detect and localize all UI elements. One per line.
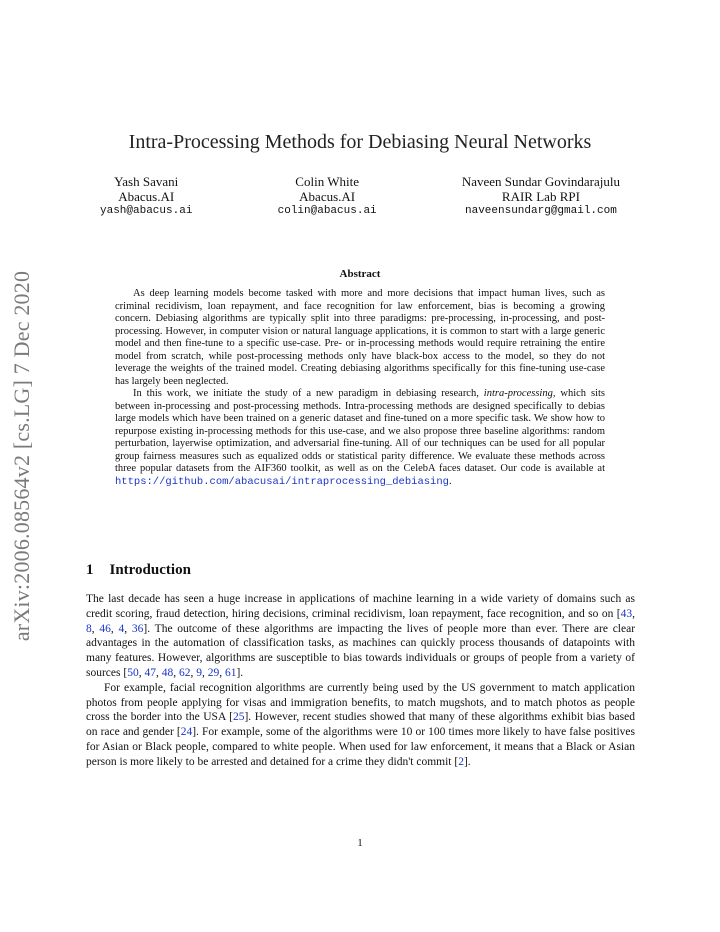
introduction-body — [86, 592, 635, 770]
author-email: colin@abacus.ai — [277, 205, 377, 217]
author-name: Naveen Sundar Govindarajulu — [461, 174, 620, 189]
body-paragraph: The last decade has seen a huge increase in applications of machine learning in a wide variety of domains such as credit scoring, fraud detection, hiring decisions, criminal recidivism, loan repayment, face recognition, and so on [43, 8, 46, 4, 36]. The outcome of these algorithms are impacting the lives of people more than ever. There are clear advantages in the automation of classification tasks, as machines can quickly process thousands of datapoints with many features. However, algorithms are susceptible to bias towards individuals or groups of people from a variety of sources [50, 47, 48, 62, 9, 29, 61]. — [86, 593, 636, 679]
author-affiliation: Abacus.AI — [299, 189, 356, 204]
page-number: 1 — [357, 837, 363, 849]
citation-link[interactable]: 47 — [144, 666, 156, 679]
author-email: naveensundarg@gmail.com — [465, 205, 617, 217]
citation-link[interactable]: 50 — [127, 666, 139, 679]
author-affiliation: Abacus.AI — [118, 189, 175, 204]
citation-link[interactable]: 62 — [178, 666, 191, 679]
abstract-heading: Abstract — [339, 268, 381, 280]
author-block — [100, 174, 192, 219]
author-list — [100, 174, 620, 219]
citation-link[interactable]: 24 — [180, 726, 193, 739]
citation-link[interactable]: 46 — [99, 622, 111, 635]
citation-link[interactable]: 2 — [458, 755, 464, 768]
abstract-text: In this work, we initiate the study of a new paradigm in debiasing research, — [133, 388, 484, 399]
abstract-emphasis: intra-processing — [483, 388, 553, 399]
author-affiliation: RAIR Lab RPI — [501, 189, 580, 204]
author-name: Yash Savani — [114, 174, 179, 189]
author-email: yash@abacus.ai — [100, 205, 193, 217]
arxiv-identifier-text: arXiv:2006.08564v2 [cs.LG] 7 Dec 2020 — [9, 270, 35, 642]
citation-link[interactable]: 48 — [161, 666, 174, 679]
citation-link[interactable]: 25 — [232, 711, 245, 724]
section-heading — [86, 562, 191, 579]
abstract-paragraph: In this work, we initiate the study of a new paradigm in debiasing research, intra-processing, which sits between in-processing and post-processing methods. Intra-processing methods are designed specifically to debias large models which have been trained on a generic dataset and fine-tuned on a more specific task. We show how to repurpose existing in-processing methods for this use-case, and we also propose three baseline algorithms: random perturbation, layerwise optimization, and adversarial fine-tuning. All of our techniques can be used for all popular group fairness measures such as equalized odds or statistical parity difference. We evaluate these methods across three popular datasets from the AIF360 toolkit, as well as on the CelebA faces dataset. Our code is available at https://github.com/abacusai/intraprocessing_debiasing. — [115, 388, 605, 488]
author-block — [462, 174, 620, 219]
body-paragraph: For example, facial recognition algorithms are currently being used by the US government to match application photos from people applying for visas and immigration benefits, to match mugshots, and to match photos as people cross the border into the USA [25]. However, recent studies showed that many of these algorithms exhibit bias based on race and gender [24]. For example, some of the algorithms were 10 or 100 times more likely to have false positives for Asian or Black people, compared to white people. When used for law enforcement, it means that a Black or Asian person is more likely to be arrested and detained for a crime they didn't commit [2]. — [86, 681, 635, 768]
abstract-text: , which sits between in-processing and post-processing methods. Intra-processing methods are designed specifically to debias large models which have been trained on a generic dataset and fine-tuned on a more specific task. We show how to repurpose existing in-processing methods for this use-case, and we also propose three baseline algorithms: random perturbation, layerwise optimization, and adversarial fine-tuning. All of our techniques can be used for all popular group fairness measures such as equalized odds or statistical parity difference. We evaluate these methods across three popular datasets from the AIF360 toolkit, as well as on the CelebA faces dataset. Our code is available at — [115, 388, 605, 474]
citation-link[interactable]: 9 — [196, 666, 202, 679]
arxiv-identifier — [2, 256, 42, 656]
code-repository-link[interactable]: https://github.com/abacusai/intraprocessing_debiasing — [115, 475, 449, 488]
citation-link[interactable]: 29 — [207, 666, 220, 679]
paper-title: Intra-Processing Methods for Debiasing Neural Networks — [128, 131, 592, 153]
abstract-body — [115, 288, 605, 488]
author-name: Colin White — [295, 174, 359, 189]
author-block — [278, 174, 377, 219]
citation-link[interactable]: 8 — [86, 622, 92, 635]
section-number: 1 — [86, 562, 94, 578]
citation-link[interactable]: 61 — [224, 666, 237, 679]
citation-link[interactable]: 36 — [131, 622, 144, 635]
section-title: Introduction — [109, 562, 191, 578]
abstract-paragraph: As deep learning models become tasked with more and more decisions that impact human lives, such as criminal recidivism, loan repayment, and face recognition for law enforcement, bias is becoming a growing concern. Debiasing algorithms are typically split into three paradigms: pre-processing, in-processing, and post-processing. However, in computer vision or natural language applications, it is common to start with a large generic model and then fine-tune to a specific use-case. Pre- or in-processing methods would require retraining the entire model from scratch, while post-processing methods only have black-box access to the model, so they do not leverage the weights of the trained model. Creating debiasing algorithms specifically for this fine-tuning use-case has largely been neglected. — [115, 288, 605, 387]
citation-link[interactable]: 43 — [620, 607, 633, 620]
citation-link[interactable]: 4 — [118, 622, 125, 635]
